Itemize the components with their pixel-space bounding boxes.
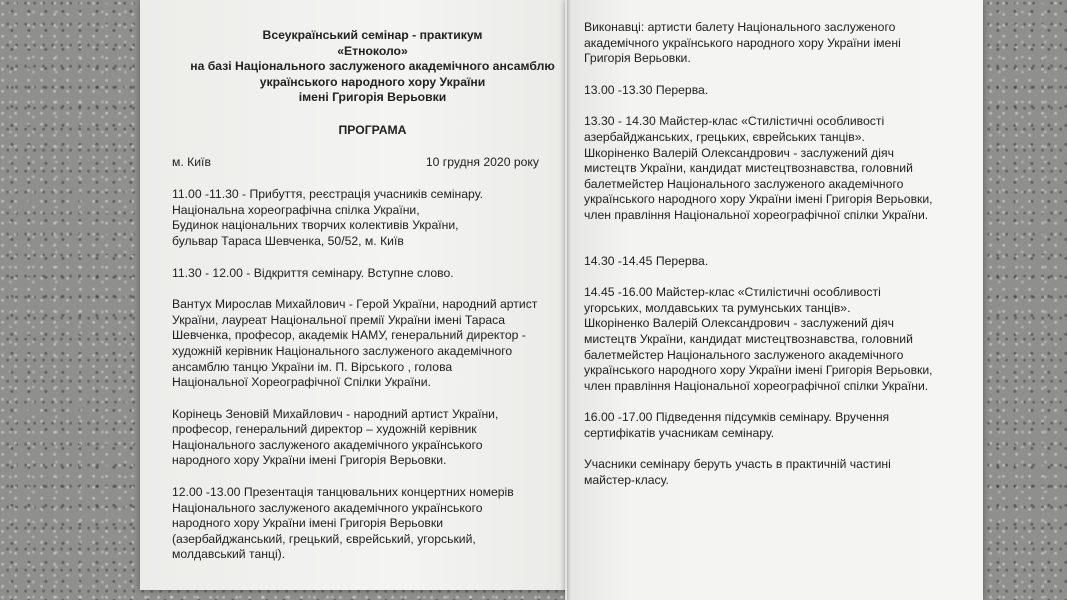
left-page-content — [172, 28, 557, 579]
speaker-korinets: Корінець Зеновій Михайлович - народний артист України, професор, генеральний директор – художній керівник Національного заслуженого академічного українського народного хору України імені Григорія Верьовки. — [172, 406, 499, 468]
place-date-row — [172, 155, 557, 171]
break-1: 13.00 -13.30 Перерва. — [584, 82, 709, 97]
master-class-1: 13.30 - 14.30 Майстер-клас «Стилістичні особливості азербайджанських, грецьких, єврейських танців». Шкоріненко Валерій Олександрович - заслужений діяч мистецтв України, кандидат мистецтвознавства, головний балетмейстер Національного заслуженого академічного українського народного хору України імені Григорія Верьовки, член правління Національної хореографічної спілки України. — [584, 114, 933, 222]
speaker-vantukh: Вантух Мирослав Михайлович - Герой України, народний артист України, лауреат Національної премії України імені Тараса Шевченка, професор, академік НАМУ, генеральний директор - художній керівник Національного заслуженого академічного ансамблю танцю України ім. П. Вірського , голова Національної Хореографічної Спілки України. — [172, 297, 538, 390]
header-line: імені Григорія Верьовки — [298, 90, 447, 105]
program-title: ПРОГРАМА — [338, 122, 407, 137]
seminar-header — [172, 28, 557, 106]
header-line: «Етноколо» — [337, 43, 408, 58]
header-line: українського народного хору України — [259, 74, 486, 89]
date: 10 грудня 2020 року — [425, 154, 539, 169]
participants-note: Учасники семінару беруть участь в практичній частині майстер-класу. — [584, 457, 891, 488]
header-line: на базі Національного заслуженого академічного ансамблю — [190, 59, 555, 74]
performers: Виконавці: артисти балету Національного заслуженого академічного українського народного хору України імені Григорія Верьовки. — [584, 20, 901, 66]
place: м. Київ — [172, 154, 211, 169]
page-fold — [567, 0, 571, 600]
master-class-2: 14.45 -16.00 Майстер-клас «Стилістичні особливості угорських, молдавських та румунських танців». Шкоріненко Валерій Олександрович - заслужений діяч мистецтв України, кандидат мистецтвознавства, головний балетмейстер Національного заслуженого академічного українського народного хору України імені Григорія Верьовки, член правління Національної хореографічної спілки України. — [584, 285, 933, 393]
program-item-arrival: 11.00 -11.30 - Прибуття, реєстрація учасників семінару. Національна хореографічна спілка України, Будинок національних творчих колективів України, бульвар Тараса Шевченка, 50/52, м. Київ — [172, 187, 483, 248]
right-page-content — [584, 20, 979, 505]
header-line: Всеукраїнський семінар - практикум — [262, 28, 483, 42]
program-item-presentation: 12.00 -13.00 Презентація танцювальних концертних номерів Національного заслуженого академічного українського народного хору України імені Григорія Верьовки (азербайджанський, грецький, єврейський, угорський, молдавський танці). — [172, 485, 514, 562]
program-item-closing: 16.00 -17.00 Підведення підсумків семінару. Вручення сертифікатів учасникам семінару. — [584, 410, 890, 440]
break-2: 14.30 -14.45 Перерва. — [584, 253, 709, 268]
program-item-opening: 11.30 - 12.00 - Відкриття семінару. Вступне слово. — [172, 265, 454, 280]
